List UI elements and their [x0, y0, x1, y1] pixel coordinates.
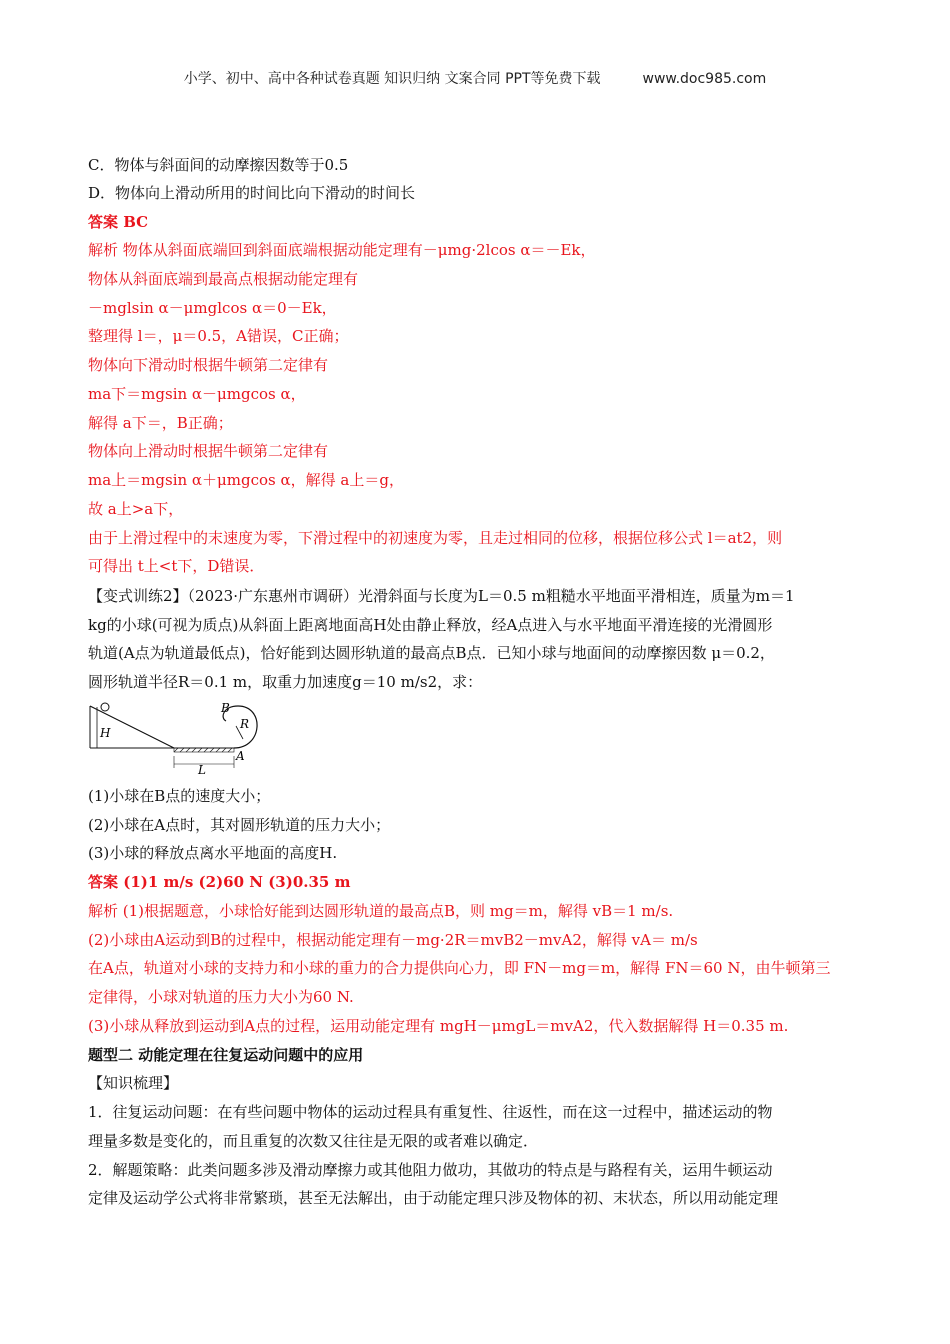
question-3: (3)小球的释放点离水平地面的高度H.: [88, 844, 338, 862]
header-text: 小学、初中、高中各种试卷真题 知识归纳 文案合同 PPT等免费下载: [183, 71, 601, 87]
analysis-line-11: 由于上滑过程中的末速度为零，下滑过程中的初速度为零，且走过相同的位移，根据位移公式 l＝at2，则: [88, 529, 783, 547]
knowledge-heading: 【知识梳理】: [88, 1074, 179, 1092]
label-a: A: [236, 749, 245, 763]
knowledge-line-1: 1．往复运动问题：在有些问题中物体的运动过程具有重复性、往返性，而在这一过程中，描述运动的物: [88, 1103, 773, 1121]
analysis2-line-4: 定律得，小球对轨道的压力大小为60 N.: [88, 988, 354, 1006]
option-d: D．物体向上滑动所用的时间比向下滑动的时间长: [88, 184, 416, 202]
option-c: C．物体与斜面间的动摩擦因数等于0.5: [88, 156, 349, 174]
answer-2: 答案 (1)1 m/s (2)60 N (3)0.35 m: [88, 873, 351, 891]
analysis-line-3: －mglsin α－μmglcos α＝0－Ek，: [88, 299, 337, 317]
label-h: H: [100, 726, 111, 740]
analysis-line-12: 可得出 t上<t下，D错误．: [88, 557, 265, 575]
analysis2-line-3: 在A点，轨道对小球的支持力和小球的重力的合力提供向心力，即 FN－mg＝m，解得 FN＝60 N，由牛顿第三: [88, 959, 831, 977]
problem-line-1: 【变式训练2】（2023·广东惠州市调研）光滑斜面与长度为L＝0.5 m粗糙水平地面平滑相连，质量为m＝1: [88, 587, 795, 605]
label-l: L: [198, 763, 206, 774]
problem-line-3: 轨道(A点为轨道最低点)，恰好能到达圆形轨道的最高点B点．已知小球与地面间的动摩擦因数 μ＝0.2，: [88, 644, 775, 662]
analysis-line-1: 解析 物体从斜面底端回到斜面底端根据动能定理有－μmg·2lcos α＝－Ek，: [88, 241, 596, 259]
label-r: R: [240, 717, 250, 731]
label-b: B: [221, 701, 230, 715]
answer-1: 答案 BC: [88, 213, 149, 231]
analysis2-line-1: 解析 (1)根据题意，小球恰好能到达圆形轨道的最高点B，则 mg＝m，解得 vB＝1 m/s.: [88, 902, 674, 920]
analysis-line-5: 物体向下滑动时根据牛顿第二定律有: [88, 356, 329, 374]
ball: [101, 703, 109, 711]
page-header: [0, 68, 950, 88]
question-1: (1)小球在B点的速度大小；: [88, 787, 271, 805]
analysis2-line-2: (2)小球由A运动到B的过程中，根据动能定理有－mg·2R＝mvB2－mvA2，解得 vA＝ m/s: [88, 931, 698, 949]
knowledge-line-3: 2．解题策略：此类问题多涉及滑动摩擦力或其他阻力做功，其做功的特点是与路程有关，运用牛顿运动: [88, 1161, 773, 1179]
incline-loop-figure: [88, 696, 328, 774]
analysis2-line-5: (3)小球从释放到运动到A点的过程，运用动能定理有 mgH－μmgL＝mvA2，代入数据解得 H＝0.35 m.: [88, 1017, 789, 1035]
analysis-line-6: ma下＝mgsin α－μmgcos α，: [88, 385, 306, 403]
problem-line-4: 圆形轨道半径R＝0.1 m，取重力加速度g＝10 m/s2，求：: [88, 673, 483, 691]
question-2: (2)小球在A点时，其对圆形轨道的压力大小；: [88, 816, 391, 834]
analysis-line-7: 解得 a下＝，B正确；: [88, 414, 233, 432]
analysis-line-8: 物体向上滑动时根据牛顿第二定律有: [88, 442, 329, 460]
analysis-line-4: 整理得 l＝，μ＝0.5，A错误，C正确；: [88, 327, 349, 345]
knowledge-line-2: 理量多数是变化的，而且重复的次数又往往是无限的或者难以确定．: [88, 1132, 539, 1150]
knowledge-line-4: 定律及运动学公式将非常繁琐，甚至无法解出，由于动能定理只涉及物体的初、末状态，所以用动能定理: [88, 1189, 779, 1207]
problem-line-2: kg的小球(可视为质点)从斜面上距离地面高H处由静止释放，经A点进入与水平地面平滑连接的光滑圆形: [88, 616, 773, 634]
section-title: 题型二 动能定理在往复运动问题中的应用: [88, 1046, 364, 1064]
header-url[interactable]: www.doc985.com: [642, 71, 767, 87]
analysis-line-10: 故 a上>a下，: [88, 500, 184, 518]
hatching: [174, 748, 232, 752]
analysis-line-2: 物体从斜面底端到最高点根据动能定理有: [88, 270, 359, 288]
analysis-line-9: ma上＝mgsin α＋μmgcos α，解得 a上＝g，: [88, 471, 404, 489]
